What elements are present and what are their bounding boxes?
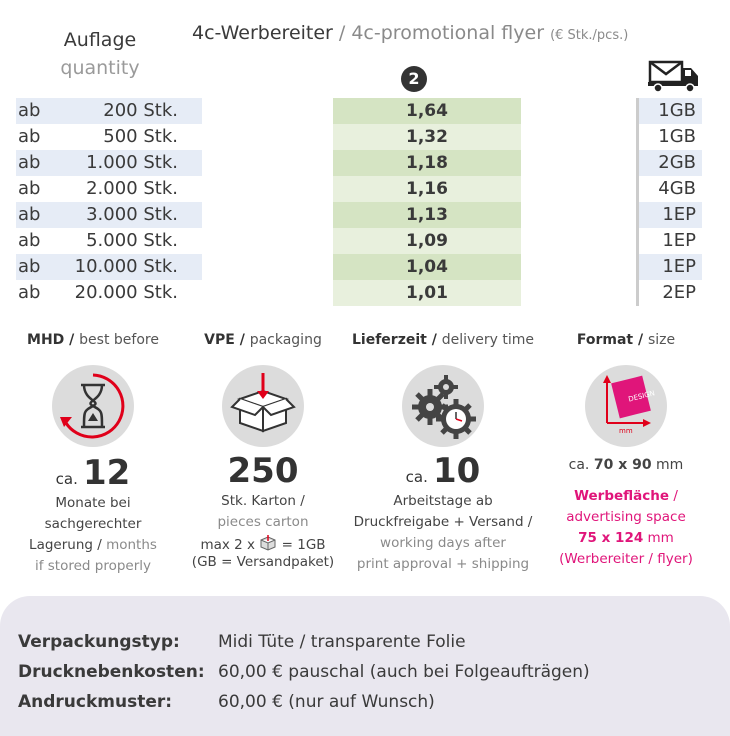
table-row (0, 150, 730, 176)
info-value: 60,00 € pauschal (auch bei Folgeaufträgen) (218, 662, 590, 682)
from-label: ab (18, 152, 41, 173)
from-label: ab (18, 256, 41, 277)
quantity-header (40, 26, 160, 82)
price-cell: 1,09 (406, 231, 448, 251)
quantity-cell: 20.000 Stk. (74, 282, 178, 303)
table-row (0, 202, 730, 228)
approx-label: ca. (405, 468, 428, 486)
price-cell: 1,32 (406, 127, 448, 147)
quantity-cell: 500 Stk. (103, 126, 178, 147)
best-before-title: MHD / best before (27, 332, 159, 348)
table-row (0, 124, 730, 150)
delivery-time-info (350, 332, 536, 575)
quantity-cell: 5.000 Stk. (86, 230, 178, 251)
price-cell: 1,64 (406, 101, 448, 121)
from-label: ab (18, 126, 41, 147)
product-title-sep: / (332, 22, 352, 44)
box-icon (222, 365, 304, 447)
truck-icon (648, 58, 700, 92)
price-cell: 1,13 (406, 205, 448, 225)
format-icon (585, 365, 667, 447)
quantity-header-de: Auflage (63, 29, 137, 51)
table-row (0, 228, 730, 254)
column-number-badge: 2 (401, 66, 427, 92)
price-cell: 1,01 (406, 283, 448, 303)
info-key: Andruckmuster: (18, 692, 173, 712)
hourglass-icon (52, 365, 134, 447)
quantity-cell: 1.000 Stk. (86, 152, 178, 173)
shipping-cell: 1EP (662, 256, 696, 277)
table-row (0, 176, 730, 202)
table-row (0, 254, 730, 280)
quantity-cell: 3.000 Stk. (86, 204, 178, 225)
from-label: ab (18, 282, 41, 303)
price-cell: 1,16 (406, 179, 448, 199)
delivery-time-desc: Arbeitstage ab Druckfreigabe + Versand / working days after print approval + shipping (353, 493, 533, 572)
quantity-cell: 200 Stk. (103, 100, 178, 121)
price-cell: 1,04 (406, 257, 448, 277)
format-title: Format / size (576, 332, 676, 348)
table-row (0, 98, 730, 124)
shipping-cell: 1EP (662, 230, 696, 251)
quantity-header-en: quantity (60, 57, 140, 79)
shipping-cell: 1GB (658, 126, 696, 147)
small-box-icon (259, 535, 277, 551)
gears-clock-icon (402, 365, 484, 447)
packaging-title: VPE / packaging (204, 332, 322, 348)
delivery-time-value: 10 (432, 451, 481, 491)
packaging-value: 250 (227, 451, 299, 491)
approx-label: ca. (55, 470, 78, 488)
info-key: Drucknebenkosten: (18, 662, 205, 682)
from-label: ab (18, 178, 41, 199)
shipping-cell: 2EP (662, 282, 696, 303)
table-row (0, 280, 730, 306)
format-info (548, 332, 704, 570)
price-cell: 1,18 (406, 153, 448, 173)
format-size: ca. 70 x 90 mm (568, 457, 684, 473)
best-before-desc: Monate bei sachgerechter Lagerung / months if stored properly (29, 495, 157, 574)
svg-text:DESIGN: DESIGN (627, 389, 656, 404)
price-unit: (€ Stk./pcs.) (550, 28, 629, 43)
product-title-de: 4c-Werbereiter (192, 22, 333, 44)
best-before-value: 12 (82, 453, 131, 493)
shipping-cell: 1EP (662, 204, 696, 225)
shipping-cell: 1GB (658, 100, 696, 121)
info-value: Midi Tüte / transparente Folie (218, 632, 466, 652)
info-value: 60,00 € (nur auf Wunsch) (218, 692, 435, 712)
quantity-cell: 2.000 Stk. (86, 178, 178, 199)
packaging-info (186, 332, 340, 570)
product-title (192, 22, 628, 44)
shipping-cell: 4GB (658, 178, 696, 199)
info-key: Verpackungstyp: (18, 632, 180, 652)
quantity-cell: 10.000 Stk. (74, 256, 178, 277)
from-label: ab (18, 204, 41, 225)
advertising-space-desc: Werbefläche / advertising space 75 x 124 mm (Werbereiter / flyer) (559, 488, 693, 567)
delivery-time-title: Lieferzeit / delivery time (351, 332, 534, 348)
from-label: ab (18, 100, 41, 121)
shipping-cell: 2GB (658, 152, 696, 173)
product-title-en: 4c-promotional flyer (351, 22, 545, 44)
from-label: ab (18, 230, 41, 251)
best-before-info (22, 332, 164, 577)
svg-text:mm: mm (619, 427, 633, 435)
packaging-desc: Stk. Karton / pieces carton max 2 x = 1GB (GB = Versandpaket) (191, 493, 335, 570)
